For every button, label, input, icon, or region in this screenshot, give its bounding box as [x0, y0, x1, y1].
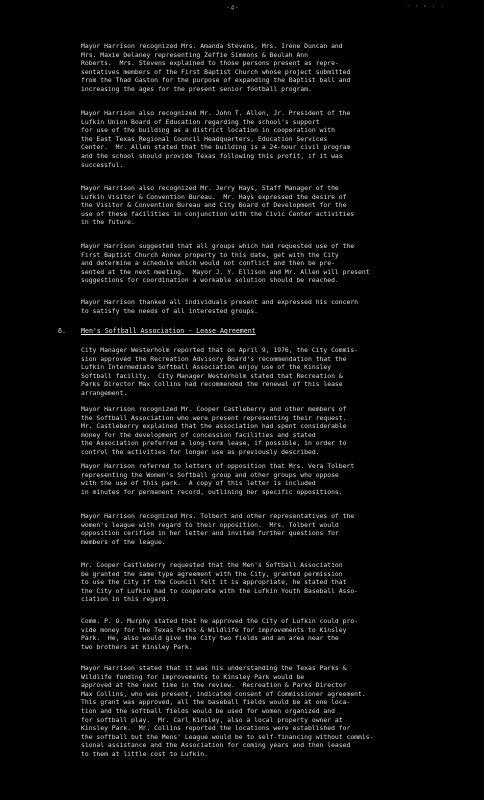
item-number: 6. — [58, 327, 66, 335]
paragraph-castleberry: Mayor Harrison recognized Mr. Cooper Castleberry and other members of the Softball Association who were present representing their request. Mr. Castleberry explained that the association had spent considerable money for the development of concession facilities and stated the Association preferred a long-term lease, if possible, in order to control the activities for longer use as previously described. — [81, 405, 347, 456]
paragraph-allen: Mayor Harrison also recognized Mr. John T. Allen, Jr. President of the Lufkin Union Board of Education regarding the school's support for use of the building as a district location in cooperation with the East Texas Regional Council Headquarters, Education Services Center. Mr. Allen stated that the building is a 24-hour civil program and the school should provide Texas following this profit, if it was successful. — [81, 109, 351, 169]
paragraph-stevens: Mayor Harrison recognized Mrs. Amanda Stevens, Mrs. Irene Duncan and Mrs. Maxie Delaney representing Zeffie Simmons & Beulah Ann Roberts. Mrs. Stevens explained to those persons present as repre- sentatives members of the First Baptist Church whose project submitted from the Thad Gaston for the purpose of expanding the Baptist ball and increasing the ages for the present senior football program. — [81, 42, 351, 93]
paragraph-murphy: Comm. P. O. Murphy stated that he approved the City of Lufkin could pro- vide money for the Texas Parks & Wildlife for improvements to Kinsley Park. He, also would give the City two fields and an area near the two brothers at Kinsley Park. — [81, 617, 359, 651]
paragraph-hays: Mayor Harrison also recognized Mr. Jerry Hays, Staff Manager of the Lufkin Visitor & Convention Bureau. Mr. Hays expressed the desire of the Visitor & Convention Bureau and City Board of Development for the use of these facilities in conjunction with the Civic Center activities in the future. — [81, 184, 355, 227]
paragraph-westerholm: City Manager Westerholm reported that on April 9, 1976, the City Commis- sion approved the Recreation Advisory Board's recommendation that the Lufkin Intermediate Softball Association enjoy use of the Kinsley Softball facility. City Manager Westerholm stated that Recreation & Parks Director Max Collins had recommended the renewal of this lease arrangement. — [81, 346, 359, 397]
paragraph-parks-wildlife: Mayor Harrison stated that it was his understanding the Texas Parks & Wildlife funding for improvements to Kinsley Park would be approved at the next time in the review. Recreation & Parks Director Max Collins, who was present, indicated consent of Commissioner agreement. This grant was approved, all the baseball fields would be at one loca- tion and the softball fields would be used for women organized and for softball play. Mr. Carl Kinsley, also a local property owner at Kinsley Park. Mr. Collins reported the locations were established for the softball but the Mens' League would be to self-financing without commis- sional assistance and the Association for coming years and then leased to them at little cost to Lufkin. — [81, 664, 374, 758]
paragraph-tolbert: Mayor Harrison recognized Mrs. Tolbert and other representatives of the women's league with regard to their opposition. Mrs. Tolbert would opposition cerified in her letter and invited further questions for members of the league. — [81, 512, 355, 546]
paragraph-thanks: Mayor Harrison thanked all individuals present and expressed his concern to satisfy the needs of all interested groups. — [81, 298, 359, 315]
corner-marks: ' ' " ' ' — [406, 4, 444, 12]
paragraph-scheduling: Mayor Harrison suggested that all groups which had requested use of the First Baptist Church Annex property to this date, get with the City and determine a schedule which would not conflict and then be pre- sented at the next meeting. Mayor J. Y. Ellison and Mr. Allen will present suggestions for coordination a workable solution should be reached. — [81, 242, 370, 285]
item-heading: Men's Softball Association - Lease Agreement — [81, 327, 256, 335]
paragraph-opposition-letters: Mayor Harrison referred to letters of opposition that Mrs. Vera Tolbert representing the Women's Softball group and other groups who oppose with the use of this park. A copy of this letter is included in minutes for permanent record, outlining her specific oppositions. — [81, 462, 355, 496]
page-number: -4- — [226, 4, 239, 12]
paragraph-association-request: Mr. Cooper Castleberry requested that the Men's Softball Association be granted the same type agreement with the City, granted permission to use the City if the Council felt it is appropriate, he stated that the City of Lufkin had to cooperate with the Lufkin Youth Baseball Asso- ciation in this regard. — [81, 561, 359, 604]
